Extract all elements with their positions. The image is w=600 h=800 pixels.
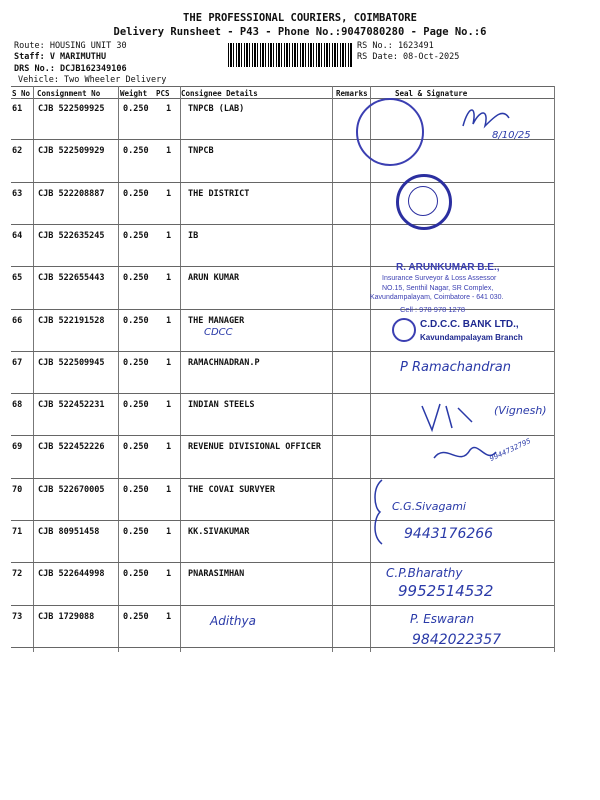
consignment-no: CJB 522635245 — [38, 230, 105, 241]
bank-logo — [392, 318, 416, 342]
pcs-count: 1 — [166, 188, 172, 199]
pcs-count: 1 — [166, 442, 172, 453]
bracket-mark-70 — [368, 478, 388, 546]
pcs-count: 1 — [166, 400, 172, 411]
row-rule — [11, 224, 554, 225]
weight: 0.250 — [123, 230, 149, 241]
arunkumar-stamp-name: R. ARUNKUMAR B.E., — [396, 262, 500, 273]
weight: 0.250 — [123, 442, 149, 453]
handwritten-consignee-73: Adithya — [210, 614, 256, 628]
table-row — [0, 481, 560, 523]
arunkumar-stamp-address1: NO.15, Senthil Nagar, SR Complex, — [382, 285, 494, 292]
weight: 0.250 — [123, 484, 149, 495]
pcs-count: 1 — [166, 611, 172, 622]
consignee-name: TNPCB (LAB) — [188, 104, 245, 114]
pcs-count: 1 — [166, 273, 172, 284]
barcode — [228, 43, 352, 67]
consignee-name: THE MANAGER — [188, 315, 245, 326]
col-weight: Weight — [120, 89, 148, 98]
consignment-no: CJB 522655443 — [38, 273, 105, 284]
rs-date: RS Date: 08-Oct-2025 — [357, 52, 460, 62]
consignee-name: IB — [188, 230, 199, 241]
runsheet-subtitle: Delivery Runsheet - P43 - Phone No.:9047080280 - Page No.:6 — [113, 26, 487, 38]
tnpcb-seal — [356, 98, 424, 166]
consignee-name: TNPCB — [188, 146, 214, 157]
row-sno: 67 — [12, 357, 23, 368]
row-rule — [11, 351, 554, 352]
pcs-count: 1 — [166, 315, 172, 326]
consignment-no: CJB 522509945 — [38, 357, 105, 368]
col-sno: S No — [12, 89, 31, 98]
handwritten-name-67: P Ramachandran — [400, 360, 511, 375]
col-pcs: PCS — [156, 89, 170, 98]
row-rule — [11, 562, 554, 563]
row-sno: 66 — [12, 315, 23, 326]
row-sno: 63 — [12, 188, 23, 199]
weight: 0.250 — [123, 273, 149, 284]
row-rule — [11, 520, 554, 521]
consignee-name: KK.SIVAKUMAR — [188, 527, 250, 537]
consignee-name: PNARASIMHAN — [188, 569, 245, 580]
consignment-no: CJB 522670005 — [38, 484, 105, 495]
table-row — [0, 142, 560, 184]
drs-info: DRS No.: DCJB162349106 — [14, 64, 127, 74]
consignment-no: CJB 522644998 — [38, 569, 105, 580]
row-rule — [11, 393, 554, 394]
col-remarks: Remarks — [336, 89, 368, 98]
handwritten-phone-71: 9443176266 — [404, 526, 494, 542]
row-sno: 70 — [12, 484, 23, 495]
consignee-name: RAMACHNADRAN.P — [188, 357, 260, 368]
row-rule — [11, 182, 554, 183]
pcs-count: 1 — [166, 230, 172, 241]
table-row — [0, 185, 560, 227]
pcs-count: 1 — [166, 484, 172, 495]
weight: 0.250 — [123, 188, 149, 199]
weight: 0.250 — [123, 146, 149, 157]
pcs-count: 1 — [166, 146, 172, 157]
district-seal-inner — [408, 186, 438, 216]
staff-info: Staff: V MARIMUTHU — [14, 52, 107, 62]
col-consignment: Consignment No — [37, 89, 101, 98]
consignee-name: THE DISTRICT — [188, 188, 250, 199]
route-info: Route: HOUSING UNIT 30 — [14, 41, 127, 51]
row-sno: 68 — [12, 400, 23, 411]
handwritten-name-70: C.G.Sivagami — [392, 500, 466, 513]
handwritten-name-68: (Vignesh) — [494, 404, 547, 417]
pcs-count: 1 — [166, 569, 172, 580]
weight: 0.250 — [123, 400, 149, 411]
consignment-no: CJB 522208887 — [38, 188, 105, 199]
row-rule — [11, 309, 554, 310]
consignee-name: INDIAN STEELS — [188, 400, 255, 411]
weight: 0.250 — [123, 104, 149, 114]
signature-68 — [418, 398, 478, 434]
weight: 0.250 — [123, 527, 149, 537]
row-sno: 61 — [12, 104, 23, 114]
arunkumar-stamp-address2: Kavundampalayam, Coimbatore - 641 030. — [370, 294, 504, 301]
row-sno: 62 — [12, 146, 23, 157]
row-rule — [11, 605, 554, 606]
weight: 0.250 — [123, 315, 149, 326]
consignment-no: CJB 80951458 — [38, 527, 100, 537]
signature-date-61: 8/10/25 — [492, 130, 531, 141]
row-sno: 71 — [12, 527, 23, 537]
row-sno: 64 — [12, 230, 23, 241]
handwritten-name-73: P. Eswaran — [410, 612, 475, 626]
arunkumar-stamp-title: Insurance Surveyor & Loss Assessor — [382, 275, 497, 282]
consignee-name: ARUN KUMAR — [188, 273, 240, 284]
consignment-no: CJB 522509925 — [38, 104, 105, 114]
weight: 0.250 — [123, 569, 149, 580]
row-rule — [11, 435, 554, 436]
pcs-count: 1 — [166, 357, 172, 368]
vehicle-info: Vehicle: Two Wheeler Delivery — [18, 75, 167, 85]
row-sno: 72 — [12, 569, 23, 580]
weight: 0.250 — [123, 357, 149, 368]
bank-stamp-branch: Kavundampalayam Branch — [420, 333, 523, 342]
rs-number: RS No.: 1623491 — [357, 41, 434, 51]
col-seal-signature: Seal & Signature — [395, 89, 468, 98]
consignee-name: THE COVAI SURVYER — [188, 484, 275, 495]
pcs-count: 1 — [166, 527, 172, 537]
col-consignee: Consignee Details — [181, 89, 258, 98]
handwritten-name-72: C.P.Bharathy — [386, 566, 463, 580]
pcs-count: 1 — [166, 104, 172, 114]
row-rule — [11, 478, 554, 479]
handwritten-phone-73: 9842022357 — [412, 632, 502, 648]
consignment-no: CJB 522452231 — [38, 400, 105, 411]
row-sno: 73 — [12, 611, 23, 622]
row-sno: 65 — [12, 273, 23, 284]
handwritten-phone-69: 9944732795 — [488, 436, 533, 464]
consignment-no: CJB 522509929 — [38, 146, 105, 157]
handwritten-note-66: CDCC — [204, 327, 233, 338]
consignment-no: CJB 522452226 — [38, 442, 105, 453]
arunkumar-stamp-cell: Cell : 978 978 1278 — [400, 305, 466, 314]
table-top-rule — [11, 86, 554, 87]
company-title: THE PROFESSIONAL COURIERS, COIMBATORE — [183, 12, 417, 24]
consignment-no: CJB 1729088 — [38, 611, 95, 622]
consignee-name: REVENUE DIVISIONAL OFFICER — [188, 442, 322, 453]
bank-stamp-name: C.D.C.C. BANK LTD., — [420, 319, 519, 330]
weight: 0.250 — [123, 611, 149, 622]
handwritten-phone-72: 9952514532 — [398, 582, 494, 600]
consignment-no: CJB 522191528 — [38, 315, 105, 326]
row-sno: 69 — [12, 442, 23, 453]
